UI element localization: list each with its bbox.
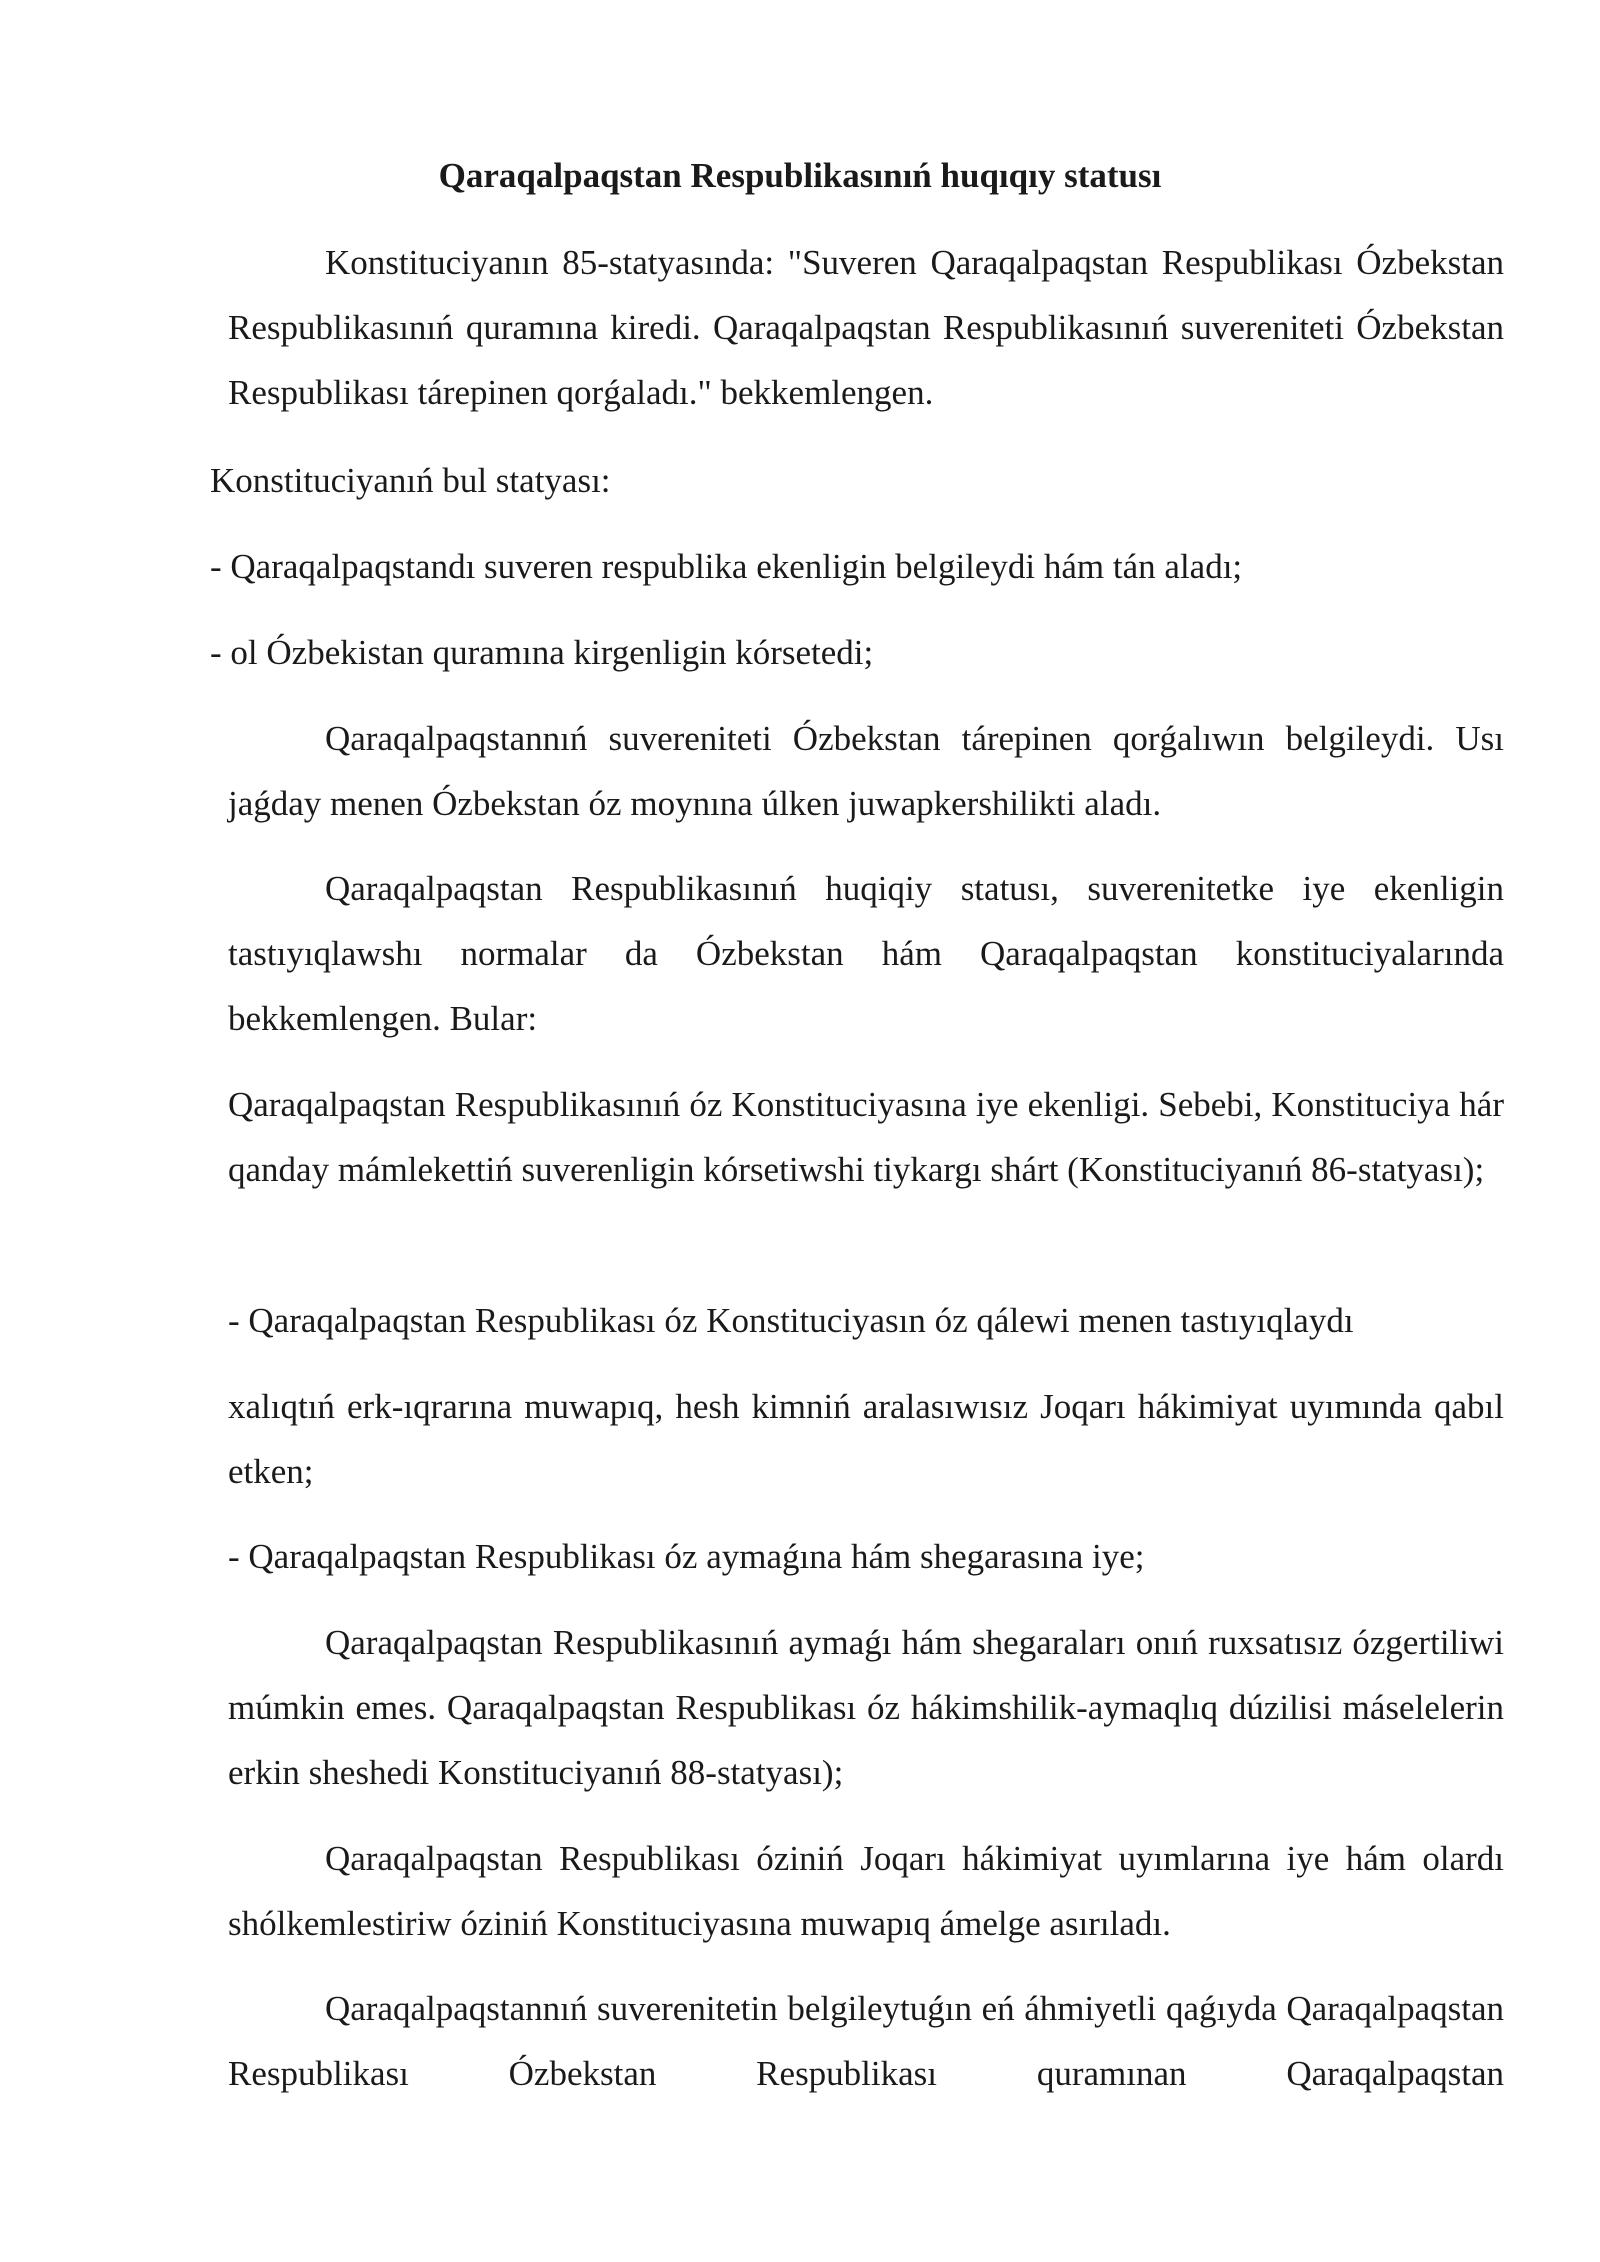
paragraph-legal-status: Qaraqalpaqstan Respublikasınıń huqiqiy statusı, suverenitetke iye ekenligin tastıyıqlawshı normalar da Ózbekstan hám Qaraqalpaqstan konstituciyalarında bekkemlengen. Bular:	[228, 869, 1504, 1038]
list-item-sovereign: - Qaraqalpaqstandı suveren respublika ekenligin belgileydi hám tán aladı;	[210, 547, 1243, 586]
paragraph-protection: Qaraqalpaqstannıń suvereniteti Ózbekstan tárepinen qorǵalıwın belgileydi. Usı jaǵday menen Ózbekstan óz moynına úlken juwapkershilikti aladı.	[228, 719, 1504, 823]
paragraph-intro-list: Konstituciyanıń bul statyası:	[210, 461, 611, 500]
document-title: Qaraqalpaqstan Respublikasınıń huqıqıy statusı	[438, 156, 1162, 195]
list-item-territory: - Qaraqalpaqstan Respublikası óz aymaǵına hám shegarasına iye;	[228, 1537, 1145, 1576]
paragraph-peoples-will: xalıqtıń erk-ıqrarına muwapıq, hesh kimniń aralasıwısız Joqarı hákimiyat uyımında qabıl etken;	[228, 1387, 1504, 1491]
list-item-composition: - ol Ózbekistan quramına kirgenligin kórsetedi;	[210, 633, 874, 672]
list-item-adopts-constitution: - Qaraqalpaqstan Respublikası óz Konstituciyasın óz qálewi menen tastıyıqlaydı	[228, 1301, 1354, 1340]
paragraph-own-constitution: Qaraqalpaqstan Respublikasınıń óz Konstituciyasına iye ekenligi. Sebebi, Konstituciya hár qanday mámlekettiń suverenligin kórsetiwshi tiykargı shárt (Konstituciyanıń 86-statyası);	[228, 1085, 1504, 1189]
paragraph-sovereignty-rule: Qaraqalpaqstannıń suverenitetin belgileytuǵın eń áhmiyetli qaǵıyda Qaraqalpaqstan Respublikası Ózbekstan Respublikası quramınan Qaraqalpaqstan	[228, 1989, 1504, 2093]
paragraph-article-85: Konstituciyanın 85-statyasında: "Suveren Qaraqalpaqstan Respublikası Ózbekstan Respublikasınıń quramına kiredi. Qaraqalpaqstan Respublikasınıń suvereniteti Ózbekstan Respublikası tárepinen qorǵaladı." bekkemlengen.	[228, 243, 1504, 412]
paragraph-borders: Qaraqalpaqstan Respublikasınıń aymaǵı hám shegaraları onıń ruxsatısız ózgertiliwi múmkin emes. Qaraqalpaqstan Respublikası óz hákimshilik-aymaqlıq dúzilisi máselelerin erkin sheshedi Konstituciyanıń 88-statyası);	[228, 1623, 1504, 1792]
paragraph-authorities: Qaraqalpaqstan Respublikası óziniń Joqarı hákimiyat uyımlarına iye hám olardı shólkemlestiriw óziniń Konstituciyasına muwapıq ámelge asırıladı.	[228, 1839, 1504, 1943]
